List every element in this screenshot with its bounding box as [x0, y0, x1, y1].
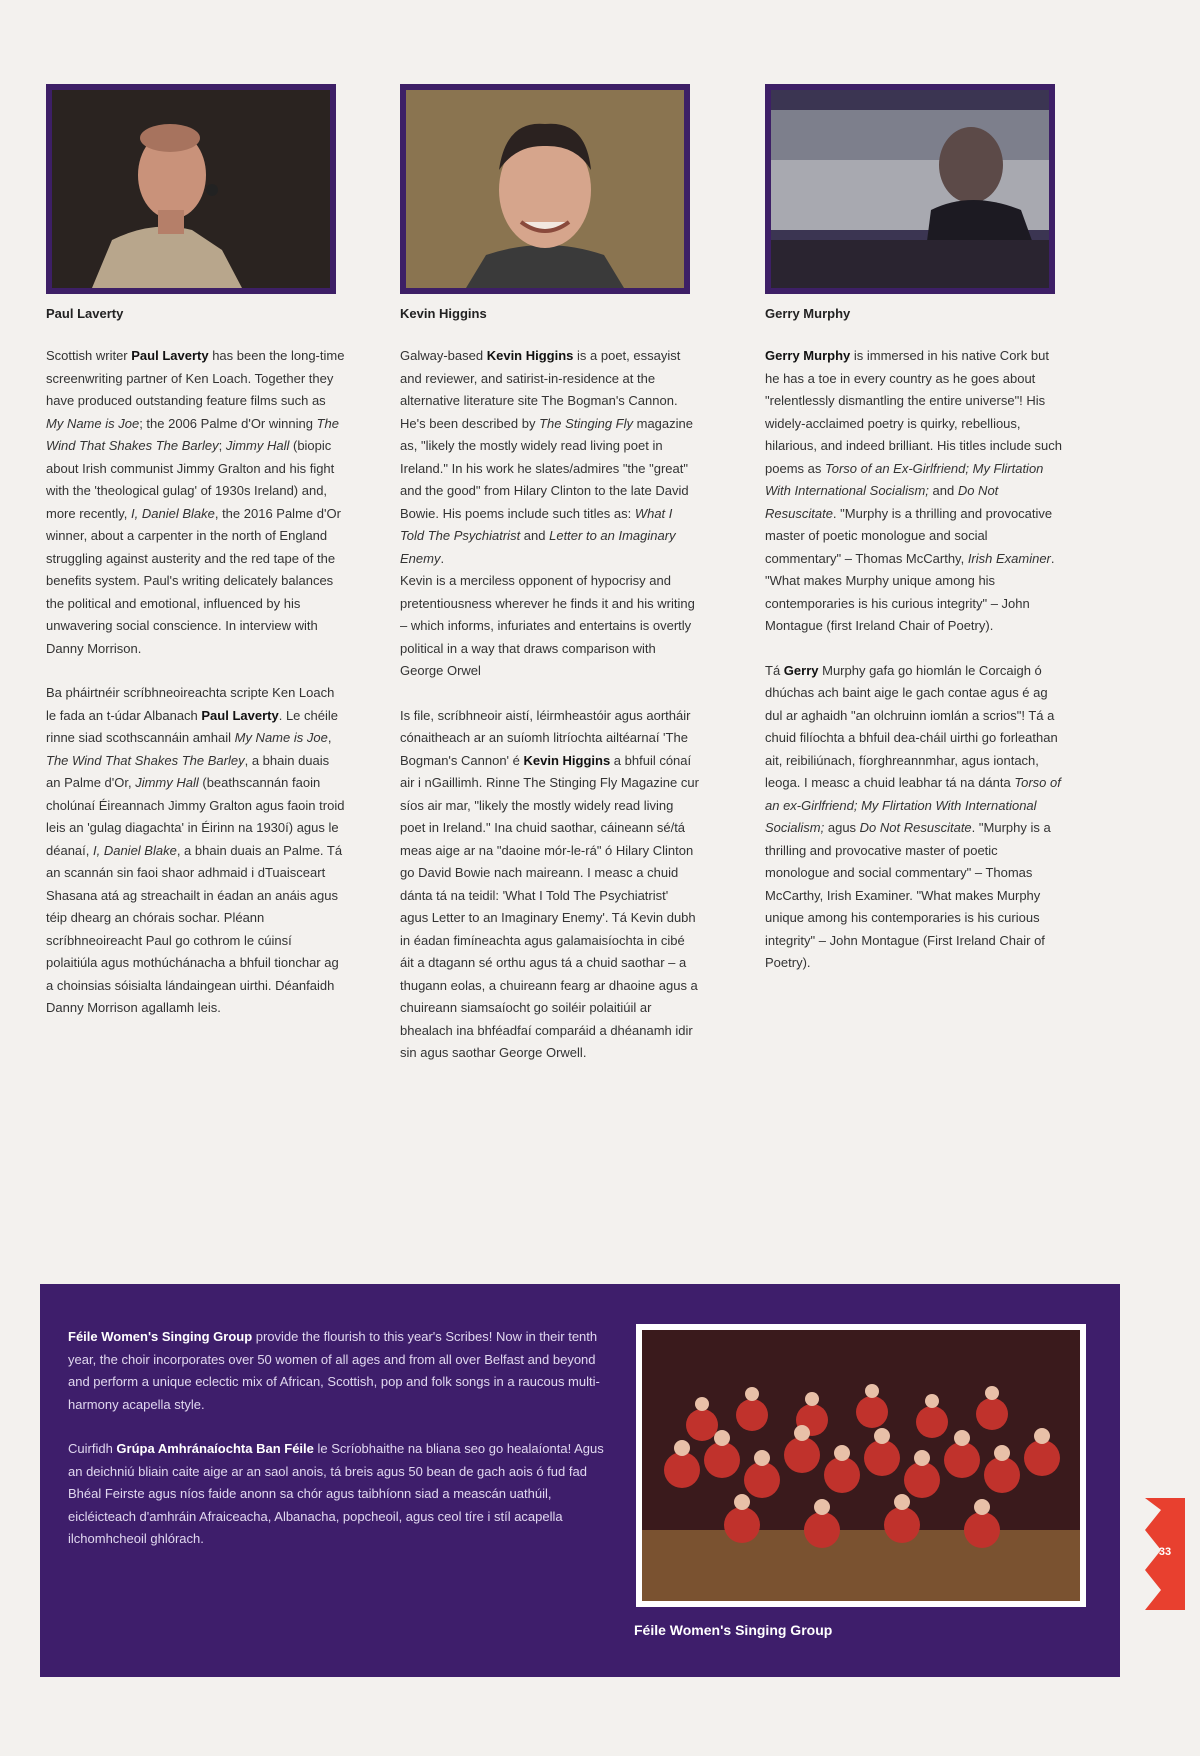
bio-english: Gerry Murphy is immersed in his native Cork but he has a toe in every country as he goes about "relentlessly dismantling the entire universe"! His widely-acclaimed poetry is quirky, rebellious, hilarious, and indeed brilliant. His titles include such poems as Torso of an Ex-Girlfriend; My Flirtation With International Socialism; and Do Not Resuscitate. "Murphy is a thrilling and provocative master of poetic monologue and social commentary" – Thomas McCarthy, Irish Examiner. "What makes Murphy unique among his contemporaries is his curious integrity" – John Montague (first Ireland Chair of Poetry). [765, 348, 1062, 633]
bio-irish: Ba pháirtnéir scríbhneoireachta scripte Ken Loach le fada an t-údar Albanach Paul Laverty. Le chéile rinne siad scothscannáin amhail My Name is Joe, The Wind That Shakes The Barley, a bhain duais an Palme d'Or, Jimmy Hall (beathscannán faoin cholúnaí Éireannach Jimmy Gralton agus faoin troid leis an 'gulag diagachta' in Éirinn na 1930í) agus le déanaí, I, Daniel Blake, a bhain duais an Palme. Tá an scannán sin faoi shaor adhmaid i dTuaisceart Shasana atá ag streachailt in éadan an anáis agus téip dhearg an chórais sochar. Pléann scríbhneoireacht Paul go cothrom le cúinsí polaitiúla agus mothúchánacha a bhfuil tionchar ag a choinsias sóisialta lándaingean uirthi. Déanfaidh Danny Morrison agallamh leis. [46, 685, 345, 1015]
photo-caption: Paul Laverty [46, 306, 124, 321]
kevin-higgins-photo [406, 90, 684, 288]
feature-english: Féile Women's Singing Group provide the flourish to this year's Scribes! Now in their tenth year, the choir incorporates over 50 women of all ages and from all over Belfast and beyond and perform a unique eclectic mix of African, Scottish, pop and folk songs in a raucous multi-harmony acapella style. [68, 1329, 600, 1412]
profile-gerry-murphy [765, 84, 1065, 997]
photo-caption: Gerry Murphy [765, 306, 851, 321]
photo-frame [46, 84, 336, 294]
photo-frame [765, 84, 1055, 294]
bio-english: Galway-based Kevin Higgins is a poet, essayist and reviewer, and satirist-in-residence at the alternative literature site The Bogman's Cannon. He's been described by The Stinging Fly magazine as, "likely the mostly widely read living poet in Ireland." In his work he slates/admires "the "great" and the good" from Hilary Clinton to the late David Bowie. His poems include such titles as: What I Told The Psychiatrist and Letter to an Imaginary Enemy. Kevin is a merciless opponent of hypocrisy and pretentiousness wherever he finds it and his writing – which informs, infuriates and entertains is overtly political in a way that draws comparison with George Orwel [400, 348, 695, 678]
photo-frame [400, 84, 690, 294]
choir-photo [642, 1330, 1080, 1601]
feature-irish: Cuirfidh Grúpa Amhránaíochta Ban Féile le Scríobhaithe na bliana seo go healaíonta! Agus an deichniú bliain caite aige ar an saol anois, tá breis agus 50 bean de gach aois ó fud fad Bhéal Feirste agus níos faide anonn sa chór agus taibhíonn siad a meascán uathúil, eicléicteach d'amhráin Afraiceacha, Albanacha, popcheoil, agus ceol tíre i stíl acapella ilchomhcheoil ghlórach. [68, 1441, 604, 1546]
choir-photo-caption: Féile Women's Singing Group [634, 1622, 833, 1638]
feature-text [68, 1326, 608, 1573]
bio-irish: Is file, scríbhneoir aistí, léirmheastóir agus aortháir cónaitheach ar an suíomh litríochta ailtéarnaí 'The Bogman's Cannon' é Kevin Higgins a bhfuil cónaí air i nGaillimh. Rinne The Stinging Fly Magazine cur síos air mar, "likely the mostly widely read living poet in Ireland." Ina chuid saothar, cáineann sé/tá meas aige ar na "daoine mór-le-rá" ó Hilary Clinton go David Bowie nach maireann. I measc a chuid dánta tá na teidil: 'What I Told The Psychiatrist' agus Letter to an Imaginary Enemy'. Tá Kevin dubh in éadan fimíneachta agus galamaisíochta in cibé áit a dtagann sé orthu agus tá a chuid saothar – a thugann eolas, a chuireann fearg ar dhaoine agus a chuireann siamsaíocht go soiléir polaitiúil ar bhealach ina bhféadfaí comparáid a dhéanamh idir sin agus saothar George Orwell. [400, 707, 699, 1060]
paul-laverty-photo [52, 90, 330, 288]
choir-photo-frame [636, 1324, 1086, 1607]
page-number-tab [1145, 1498, 1185, 1610]
profile-paul-laverty [46, 84, 346, 1042]
profile-kevin-higgins [400, 84, 700, 1087]
photo-caption: Kevin Higgins [400, 306, 487, 321]
gerry-murphy-photo [771, 90, 1049, 288]
bio-english: Scottish writer Paul Laverty has been the long-time screenwriting partner of Ken Loach. Together they have produced outstanding feature films such as My Name is Joe; the 2006 Palme d'Or winning The Wind That Shakes The Barley; Jimmy Hall (biopic about Irish communist Jimmy Gralton and his fight with the 'theological gulag' of 1930s Ireland) and, more recently, I, Daniel Blake, the 2016 Palme d'Or winner, about a carpenter in the north of England struggling against austerity and the red tape of the benefits system. Paul's writing delicately balances the political and emotional, influenced by his unwavering social conscience. In interview with Danny Morrison. [46, 348, 345, 656]
feature-band [40, 1284, 1120, 1677]
page-number: 33 [1158, 1546, 1172, 1558]
bio-irish: Tá Gerry Murphy gafa go hiomlán le Corcaigh ó dhúchas ach baint aige le gach contae agus é ag dul ar aghaidh "an olchruinn iomlán a scrios"! Tá a chuid filíochta a bhfuil dea-cháil uirthi go forleathan ait, reibiliúnach, fíorghreannmhar, agus iontach, leoga. I measc a chuid leabhar tá na dánta Torso of an ex-Girlfriend; My Flirtation With International Socialism; agus Do Not Resuscitate. "Murphy is a thrilling and provocative master of poetic monologue and social commentary" – Thomas McCarthy, Irish Examiner. "What makes Murphy unique among his contemporaries is his curious integrity" – John Montague (First Ireland Chair of Poetry). [765, 662, 1061, 970]
